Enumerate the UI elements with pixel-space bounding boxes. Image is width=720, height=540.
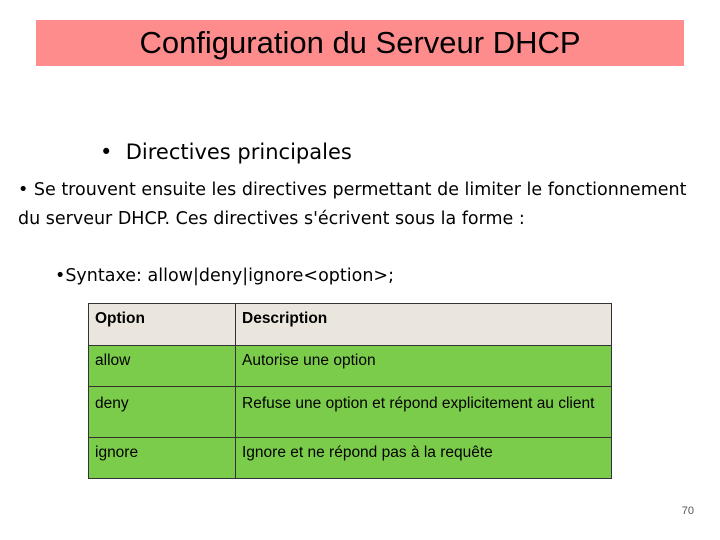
description-cell: Autorise une option [236, 346, 612, 387]
option-cell: deny [89, 387, 236, 438]
header-option: Option [89, 304, 236, 346]
main-bullet [100, 140, 352, 164]
main-bullet-text: Directives principales [125, 140, 352, 164]
description-paragraph: • Se trouvent ensuite les directives permettant de limiter le fonctionnement du serveur DHCP. Ces directives s'écrivent sous la forme : [18, 180, 687, 229]
directives-table [88, 303, 612, 479]
table-row [89, 438, 612, 479]
header-description: Description [236, 304, 612, 346]
table-row [89, 346, 612, 387]
table-row [89, 387, 612, 438]
page-title: Configuration du Serveur DHCP [139, 25, 581, 60]
syntax-line: •Syntaxe: allow|deny|ignore<option>; [55, 266, 394, 286]
description-cell: Refuse une option et répond explicitement au client [236, 387, 612, 438]
title-bar [36, 20, 684, 66]
option-cell: allow [89, 346, 236, 387]
page-number: 70 [681, 505, 694, 517]
description-cell: Ignore et ne répond pas à la requête [236, 438, 612, 479]
bullet-glyph: • [100, 140, 113, 164]
option-cell: ignore [89, 438, 236, 479]
table-header-row [89, 304, 612, 346]
